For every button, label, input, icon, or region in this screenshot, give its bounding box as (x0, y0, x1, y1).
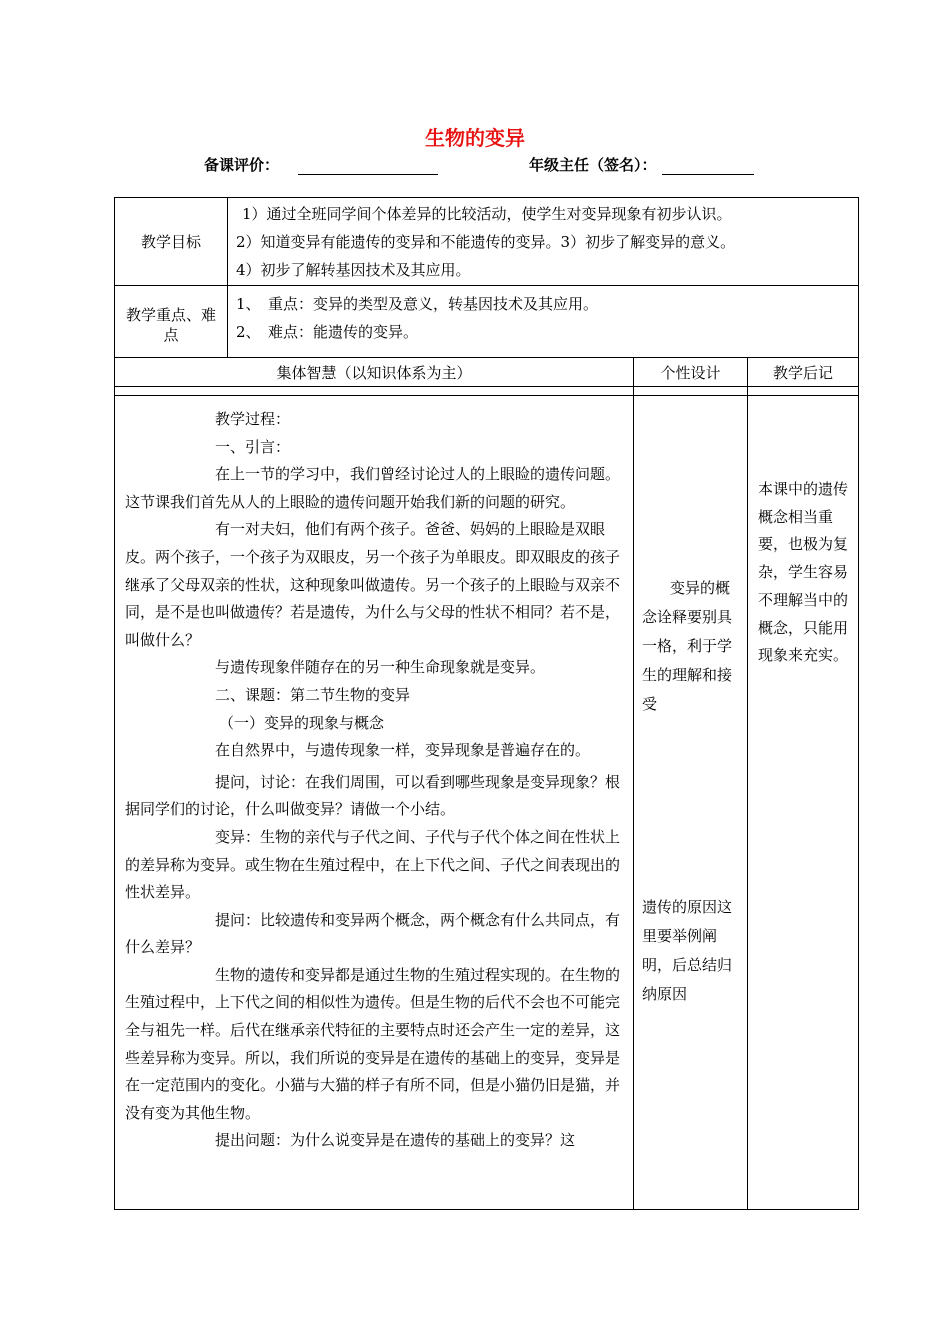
director-signature-blank[interactable] (662, 158, 754, 175)
design-note: 变异的概念诠释要别具一格，利于学生的理解和接受 (642, 579, 733, 713)
header-personal: 个性设计 (634, 358, 748, 387)
key-points-content (228, 286, 859, 358)
content-row (115, 396, 859, 1210)
key-point-line: 2、 难点：能遗传的变异。 (236, 323, 419, 341)
column-header-row (115, 358, 859, 387)
process-paragraph: 二、课题：第二节生物的变异 (215, 685, 411, 704)
process-paragraph: 变异：生物的亲代与子代之间、子代与子代个体之间在性状上的差异称为变异。或生物在生殖过程中，在上下代之间、子代之间表现出的性状差异。 (125, 827, 621, 902)
process-paragraph: （一）变异的现象与概念 (219, 713, 385, 732)
prep-evaluation-blank[interactable] (298, 158, 438, 175)
director-signature-label: 年级主任（签名）： (529, 156, 657, 174)
notes-text: 本课中的遗传概念相当重要，也极为复杂，学生容易不理解当中的概念，只能用现象来充实。 (758, 480, 849, 665)
process-paragraph: 提问，讨论：在我们周围，可以看到哪些现象是变异现象？根据同学们的讨论，什么叫做变异？请做一个小结。 (125, 772, 621, 819)
spacer-row (115, 387, 859, 396)
goals-content (228, 198, 859, 286)
goal-line: 1）通过全班同学间个体差异的比较活动，使学生对变异现象有初步认识。 (242, 205, 732, 223)
goals-row (115, 198, 859, 286)
goal-line: 2）知道变异有能遗传的变异和不能遗传的变异。3）初步了解变异的意义。 (236, 233, 736, 251)
process-paragraph: 有一对夫妇，他们有两个孩子。爸爸、妈妈的上眼睑是双眼皮。两个孩子，一个孩子为双眼皮，另一个孩子为单眼皮。即双眼皮的孩子继承了父母双亲的性状，这种现象叫做遗传。另一个孩子的上眼睑与双亲不同，是不是也叫做遗传？若是遗传，为什么与父母的性状不相同？若不是，叫做什么？ (125, 520, 621, 649)
lesson-plan-table (114, 197, 859, 1210)
process-paragraph: 生物的遗传和变异都是通过生物的生殖过程实现的。在生物的生殖过程中，上下代之间的相似性为遗传。但是生物的后代不会也不可能完全与祖先一样。后代在继承亲代特征的主要特点时还会产生一定的差异，这些差异称为变异。所以，我们所说的变异是在遗传的基础上的变异，变异是在一定范围内的变化。小猫与大猫的样子有所不同，但是小猫仍旧是猫，并没有变为其他生物。 (125, 965, 621, 1122)
header-collective: 集体智慧（以知识体系为主） (115, 358, 634, 387)
process-paragraph: 在自然界中，与遗传现象一样，变异现象是普遍存在的。 (215, 741, 591, 760)
goals-label: 教学目标 (115, 198, 228, 286)
process-paragraph: 提出问题：为什么说变异是在遗传的基础上的变异？这 (215, 1131, 576, 1150)
personal-design (634, 396, 748, 1210)
process-paragraph: 与遗传现象伴随存在的另一种生命现象就是变异。 (215, 658, 546, 677)
director-signature (529, 154, 754, 175)
process-paragraph: 一、引言： (215, 437, 291, 456)
prep-evaluation (204, 154, 438, 175)
header-notes: 教学后记 (748, 358, 859, 387)
key-points-label: 教学重点、难点 (115, 286, 228, 358)
process-paragraph: 在上一节的学习中，我们曾经讨论过人的上眼睑的遗传问题。这节课我们首先从人的上眼睑的遗传问题开始我们新的问题的研究。 (125, 465, 621, 511)
process-paragraph: 教学过程： (215, 410, 291, 428)
goal-line: 4）初步了解转基因技术及其应用。 (236, 261, 471, 279)
teaching-notes (748, 396, 859, 1210)
prep-evaluation-label: 备课评价： (204, 156, 280, 174)
design-note: 遗传的原因这里要举例阐明，后总结归纳原因 (642, 898, 733, 1003)
page-title: 生物的变异 (425, 126, 525, 150)
key-points-row (115, 286, 859, 358)
key-point-line: 1、 重点：变异的类型及意义，转基因技术及其应用。 (236, 295, 599, 313)
process-paragraph: 提问：比较遗传和变异两个概念，两个概念有什么共同点，有什么差异？ (125, 910, 621, 957)
teaching-process (115, 396, 634, 1210)
